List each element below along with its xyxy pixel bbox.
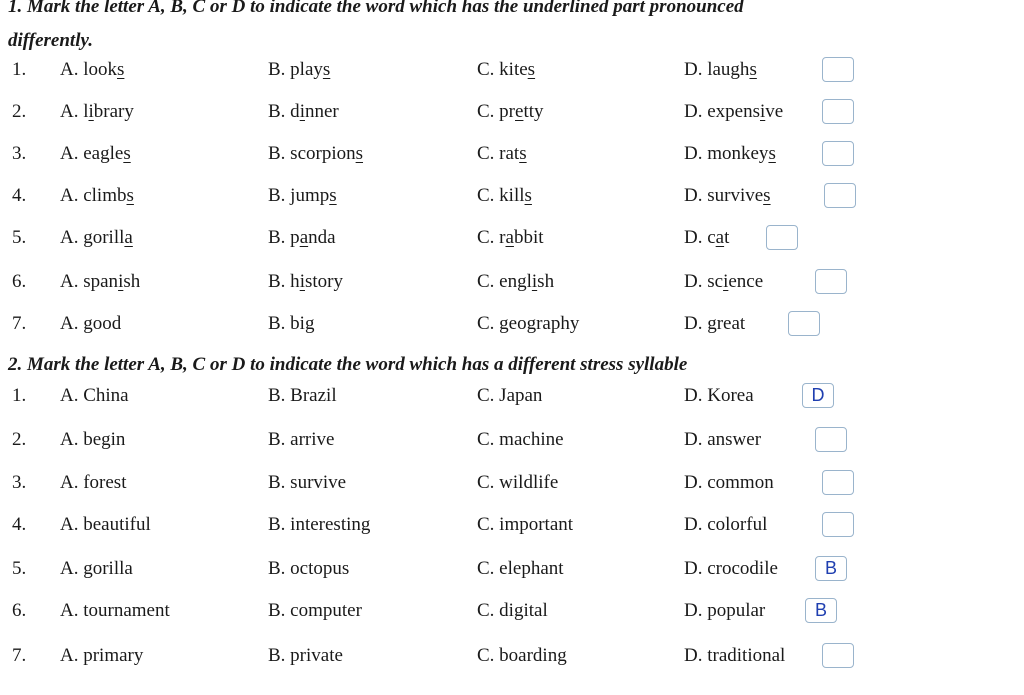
option-c [477,181,532,211]
option-a: A. China [60,385,129,406]
question-number: 2. [12,429,27,450]
question-number: 6. [12,271,27,292]
question-row [0,309,1024,339]
question-row [0,510,1024,540]
option-text: C. rat [477,143,520,164]
question-number: 4. [12,514,27,535]
option-text: A. eagle [60,143,124,164]
option-text: D. c [684,227,716,248]
option-text: B. play [268,59,323,80]
underlined-letters: s [768,143,776,164]
option-b: B. private [268,645,343,666]
question-row [0,596,1024,626]
option-d: D. answer [684,429,762,450]
answer-box[interactable] [788,311,820,336]
question-number: 2. [12,101,27,122]
option-text: A. good [60,313,122,334]
option-d [684,181,771,211]
option-text: C. geography [477,313,580,334]
option-text: B. p [268,227,300,248]
option-a [60,309,121,339]
option-text: t [724,227,730,248]
underlined-letters: s [329,185,337,206]
option-b [268,55,330,85]
question-number: 7. [12,313,27,334]
underlined-letters: i [118,271,124,292]
option-text: ve [765,101,784,122]
option-b: B. octopus [268,558,350,579]
option-text: A. span [60,271,119,292]
answer-box[interactable] [822,512,854,537]
option-c: C. machine [477,429,564,450]
option-d: D. traditional [684,645,786,666]
option-text: B. scorpion [268,143,356,164]
option-text: D. survive [684,185,764,206]
underlined-letters: s [763,185,771,206]
option-a: A. beautiful [60,514,151,535]
question-row [0,181,1024,211]
underlined-letters: s [123,143,131,164]
underlined-letters: s [322,59,331,80]
question-number: 3. [12,143,27,164]
underlined-letters: s [749,59,757,80]
answer-box[interactable]: B [805,598,837,623]
section1-title-continued: differently. [8,30,93,51]
option-text: C. pr [477,101,515,122]
underlined-letters: a [124,227,133,248]
option-c: C. boarding [477,645,567,666]
option-text: B. d [268,101,300,122]
option-text: story [304,271,343,292]
question-row [0,223,1024,253]
option-b: B. interesting [268,514,371,535]
option-text: D. expens [684,101,760,122]
option-a [60,181,134,211]
underlined-letters: i [759,101,766,122]
answer-box[interactable]: B [815,556,847,581]
option-c [477,97,544,127]
option-a: A. tournament [60,600,170,621]
option-d: D. Korea [684,385,754,406]
option-b [268,223,336,253]
question-row [0,55,1024,85]
option-b: B. computer [268,600,362,621]
question-number: 1. [12,59,27,80]
underlined-letters: i [299,271,305,292]
option-c: C. important [477,514,574,535]
underlined-letters: i [531,271,538,292]
question-number: 1. [12,385,27,406]
answer-box[interactable]: D [802,383,834,408]
question-number: 5. [12,227,27,248]
question-row [0,139,1024,169]
option-text: C. kite [477,59,528,80]
option-text: tty [523,101,544,122]
option-text: A. gorill [60,227,125,248]
question-number: 7. [12,645,27,666]
option-a [60,55,124,85]
answer-box[interactable] [815,427,847,452]
section2-title: 2. Mark the letter A, B, C or D to indicate the word which has a different stress syllable [8,354,688,375]
option-text: D. great [684,313,746,334]
option-b: B. Brazil [268,385,337,406]
option-a: A. forest [60,472,127,493]
option-c [477,223,544,253]
option-a: A. begin [60,429,126,450]
option-a [60,97,134,127]
option-d: D. crocodile [684,558,778,579]
option-c [477,55,535,85]
option-text: C. r [477,227,506,248]
question-row [0,267,1024,297]
option-b [268,267,343,297]
underlined-letters: s [126,185,134,206]
answer-box[interactable] [822,57,854,82]
option-d [684,267,763,297]
question-row [0,425,1024,455]
underlined-letters: s [527,59,536,80]
option-c [477,309,579,339]
section1-title: 1. Mark the letter A, B, C or D to indicate the word which has the underlined part pronounced [8,0,744,17]
underlined-letters: s [519,143,527,164]
option-a [60,139,131,169]
option-text: A. climb [60,185,127,206]
answer-box[interactable] [824,183,856,208]
option-text: nda [308,227,336,248]
option-text: B. h [268,271,300,292]
option-text: brary [93,101,134,122]
answer-box[interactable] [815,269,847,294]
answer-box[interactable] [822,643,854,668]
question-row [0,97,1024,127]
underlined-letters: i [723,271,729,292]
option-c: C. elephant [477,558,564,579]
question-row [0,381,1024,411]
question-row [0,468,1024,498]
question-number: 4. [12,185,27,206]
question-row [0,641,1024,671]
option-d [684,309,745,339]
underlined-letters: i [88,101,94,122]
option-text: bbit [513,227,544,248]
option-d: D. colorful [684,514,768,535]
question-number: 3. [12,472,27,493]
answer-box[interactable] [766,225,798,250]
option-text: B. big [268,313,315,334]
question-row [0,554,1024,584]
option-text: A. l [60,101,89,122]
option-d: D. common [684,472,774,493]
option-a: A. primary [60,645,144,666]
option-c [477,139,527,169]
option-a: A. gorilla [60,558,133,579]
option-c: C. Japan [477,385,543,406]
option-text: D. sc [684,271,724,292]
question-number: 6. [12,600,27,621]
underlined-letters: i [299,101,305,122]
answer-box[interactable] [822,470,854,495]
option-text: ence [728,271,764,292]
question-number: 5. [12,558,27,579]
option-text: A. look [60,59,117,80]
option-d [684,55,757,85]
underlined-letters: s [355,143,364,164]
option-text: B. jump [268,185,330,206]
underlined-letters: s [117,59,125,80]
option-b [268,139,363,169]
option-b [268,97,339,127]
option-b: B. arrive [268,429,335,450]
underlined-letters: a [505,227,514,248]
option-text: C. engl [477,271,532,292]
option-d [684,223,729,253]
option-a [60,267,140,297]
option-text: sh [123,271,141,292]
option-b [268,309,314,339]
option-text: sh [537,271,555,292]
answer-box[interactable] [822,99,854,124]
underlined-letters: s [524,185,532,206]
option-b: B. survive [268,472,347,493]
underlined-letters: a [715,227,725,248]
underlined-letters: a [299,227,309,248]
option-text: nner [304,101,339,122]
option-c: C. wildlife [477,472,559,493]
option-d [684,139,776,169]
option-c [477,267,554,297]
answer-box[interactable] [822,141,854,166]
option-d: D. popular [684,600,766,621]
option-text: D. laugh [684,59,750,80]
option-a [60,223,133,253]
underlined-letters: e [515,101,524,122]
option-c: C. digital [477,600,548,621]
option-b [268,181,337,211]
option-text: D. monkey [684,143,769,164]
option-text: C. kill [477,185,525,206]
option-d [684,97,783,127]
